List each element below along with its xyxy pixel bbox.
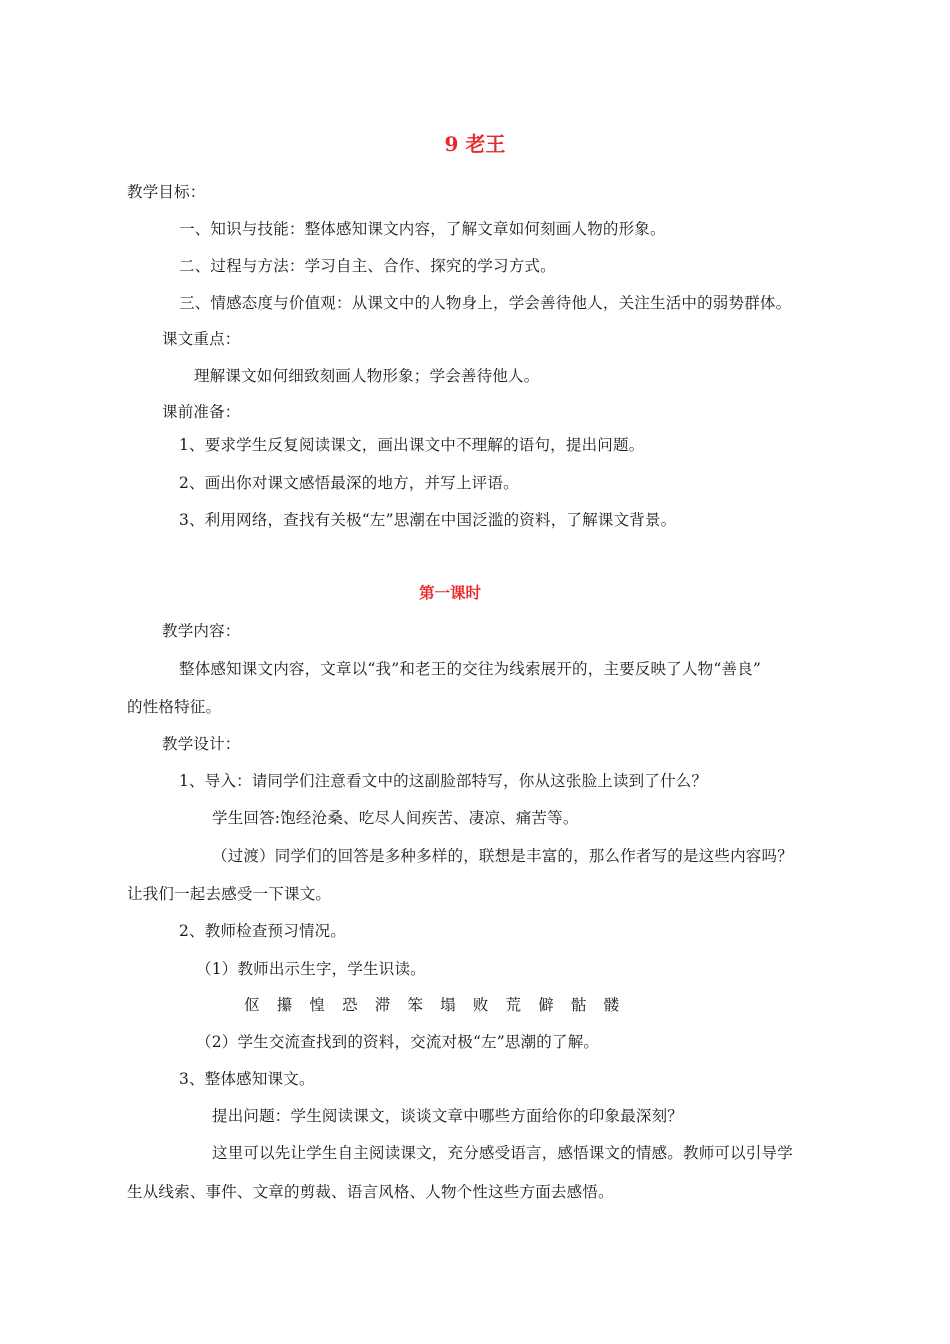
content-heading: 教学内容： xyxy=(162,622,241,640)
design-text: （1）教师出示生字，学生识读。 xyxy=(196,960,426,978)
new-characters xyxy=(244,995,636,1015)
prep-item: 2、画出你对课文感悟最深的地方，并写上评语。 xyxy=(179,474,519,492)
page-title: 9 老王 xyxy=(444,132,506,156)
character: 髅 xyxy=(603,996,620,1014)
design-text: （过渡）同学们的回答是多种多样的，联想是丰富的，那么作者写的是这些内容吗？ xyxy=(212,847,793,865)
objectives-heading: 教学目标： xyxy=(127,183,206,201)
character: 惶 xyxy=(309,996,325,1014)
character: 荒 xyxy=(505,996,522,1014)
prep-heading: 课前准备： xyxy=(162,403,241,421)
content-text: 的性格特征。 xyxy=(127,698,222,716)
character: 僻 xyxy=(538,996,554,1014)
character: 塌 xyxy=(440,996,456,1014)
key-text: 理解课文如何细致刻画人物形象；学会善待他人。 xyxy=(194,367,540,385)
character: 伛 xyxy=(244,996,260,1014)
lesson-title: 第一课时 xyxy=(418,583,481,602)
design-text: 学生回答:饱经沧桑、吃尽人间疾苦、凄凉、痛苦等。 xyxy=(212,809,579,827)
character: 笨 xyxy=(407,996,423,1014)
design-step: 3、整体感知课文。 xyxy=(179,1070,315,1088)
content-text: 整体感知课文内容，文章以“我”和老王的交往为线索展开的，主要反映了人物“善良” xyxy=(179,660,761,678)
character: 攥 xyxy=(276,996,293,1014)
design-text: 提出问题：学生阅读课文，谈谈文章中哪些方面给你的印象最深刻？ xyxy=(212,1107,684,1125)
prep-item: 1、要求学生反复阅读课文，画出课文中不理解的语句，提出问题。 xyxy=(179,436,645,454)
design-step: 2、教师检查预习情况。 xyxy=(179,922,347,940)
design-text: 让我们一起去感受一下课文。 xyxy=(127,885,332,903)
character: 恐 xyxy=(342,996,358,1014)
prep-item: 3、利用网络，查找有关极“左”思潮在中国泛滥的资料，了解课文背景。 xyxy=(179,511,677,529)
objective-item: 一、知识与技能：整体感知课文内容，了解文章如何刻画人物的形象。 xyxy=(179,220,666,238)
design-text: （2）学生交流查找到的资料，交流对极“左”思潮的了解。 xyxy=(196,1033,600,1051)
design-text: 生从线索、事件、文章的剪裁、语言风格、人物个性这些方面去感悟。 xyxy=(127,1183,614,1201)
design-text: 这里可以先让学生自主阅读课文，充分感受语言，感悟课文的情感。教师可以引导学 xyxy=(212,1144,793,1162)
character: 败 xyxy=(472,996,489,1014)
character: 骷 xyxy=(570,996,587,1014)
key-heading: 课文重点： xyxy=(162,330,241,348)
objective-item: 二、过程与方法：学习自主、合作、探究的学习方式。 xyxy=(179,257,556,275)
objective-item: 三、情感态度与价值观：从课文中的人物身上，学会善待他人，关注生活中的弱势群体。 xyxy=(179,294,792,312)
design-step: 1、导入：请同学们注意看文中的这副脸部特写，你从这张脸上读到了什么？ xyxy=(179,772,708,790)
character: 滞 xyxy=(374,996,391,1014)
design-heading: 教学设计： xyxy=(162,735,241,753)
